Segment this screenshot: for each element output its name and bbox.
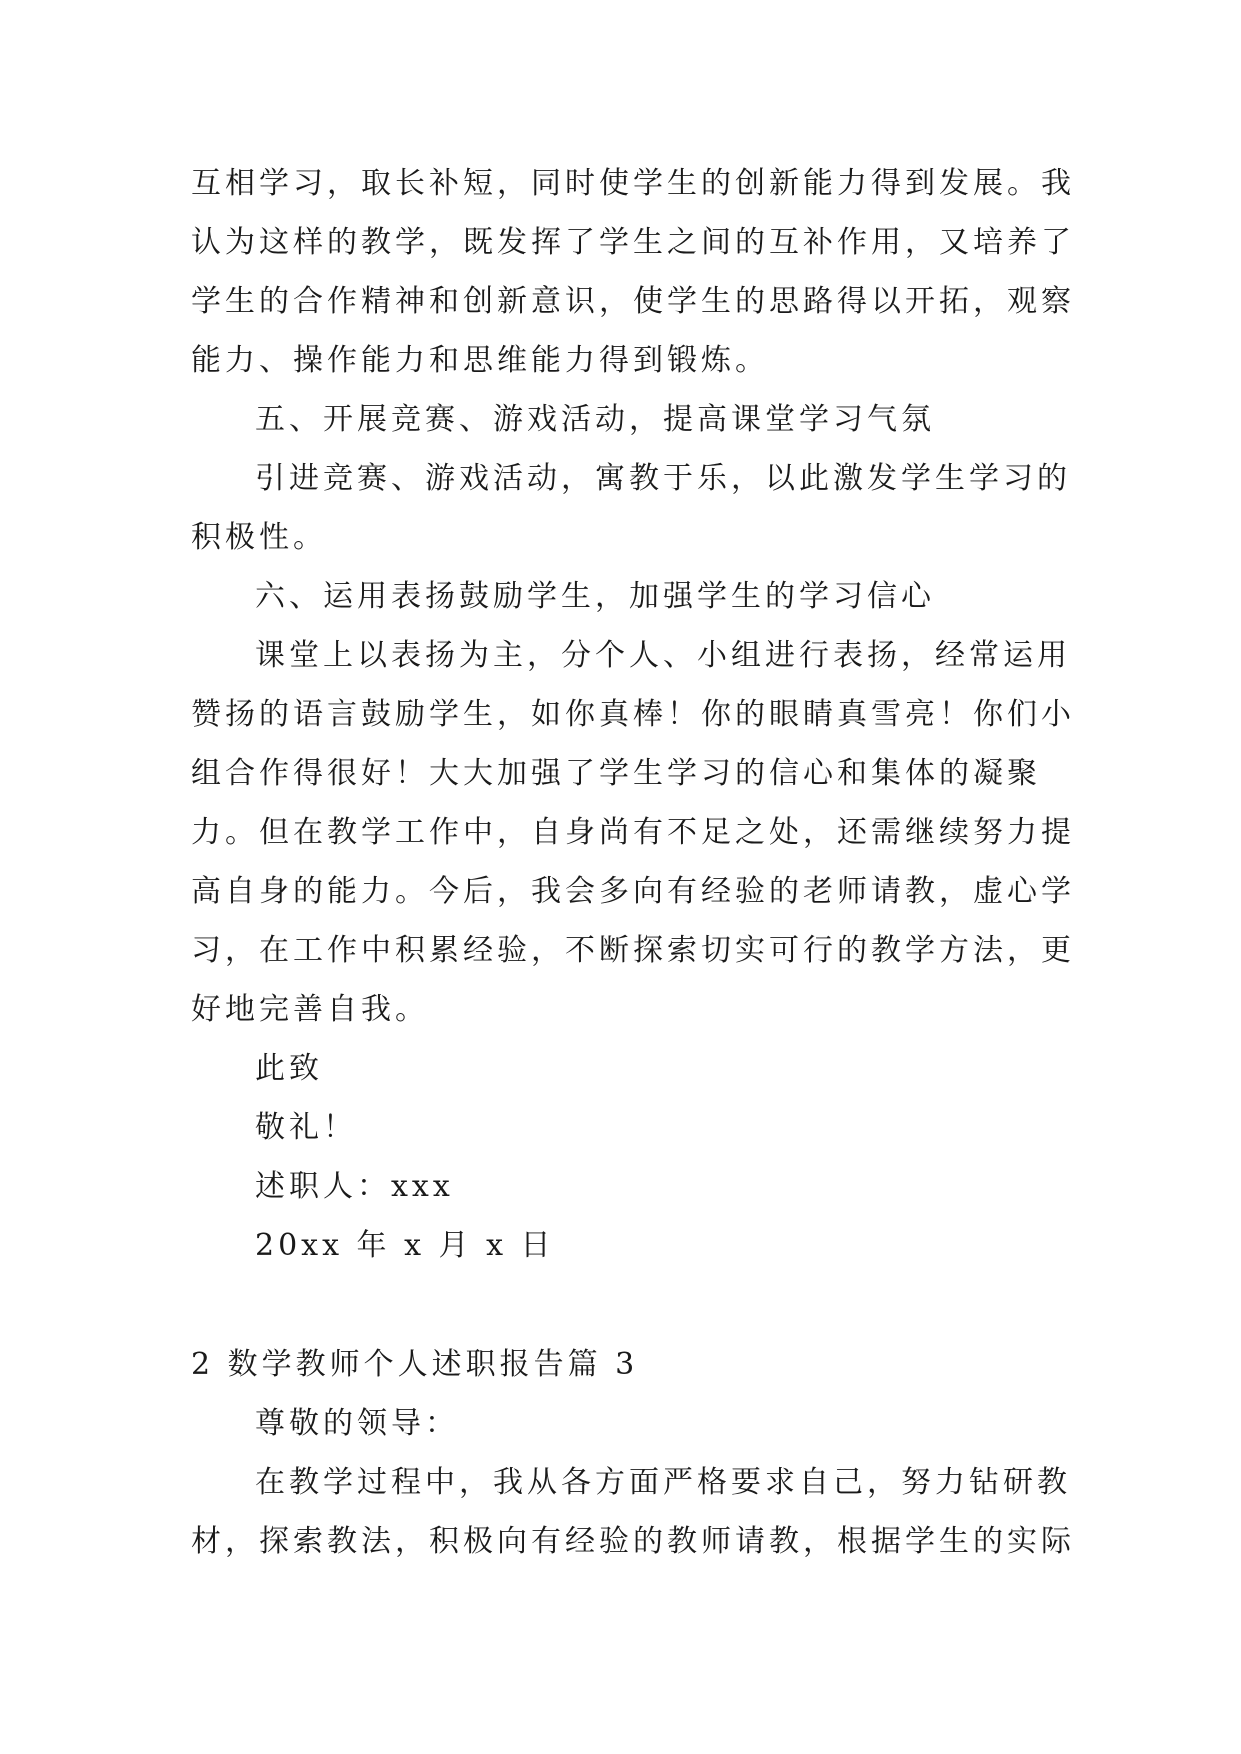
text-line: 好地完善自我。	[191, 992, 429, 1027]
text-line: 习，在工作中积累经验，不断探索切实可行的教学方法，更	[191, 933, 1075, 968]
document-body	[191, 154, 1075, 1571]
text-line: 组合作得很好！大大加强了学生学习的信心和集体的凝聚	[191, 756, 1041, 791]
text-line: 引进竞赛、游戏活动，寓教于乐，以此激发学生学习的	[255, 461, 1071, 496]
paragraph-continued	[191, 154, 1075, 390]
text-line: 认为这样的教学，既发挥了学生之间的互补作用，又培养了	[191, 225, 1075, 260]
text-line: 互相学习，取长补短，同时使学生的创新能力得到发展。我	[191, 166, 1075, 201]
paragraph-praise	[191, 626, 1075, 1039]
text-line: 材，探索教法，积极向有经验的教师请教，根据学生的实际	[191, 1524, 1075, 1559]
closing-regards: 敬礼！	[255, 1110, 357, 1145]
closing-salutation: 此致	[255, 1051, 323, 1086]
section-title: 2 数学教师个人述职报告篇 3	[191, 1347, 639, 1382]
paragraph-competition	[191, 449, 1071, 567]
text-line: 力。但在教学工作中，自身尚有不足之处，还需继续努力提	[191, 815, 1075, 850]
greeting-line: 尊敬的领导：	[255, 1406, 459, 1441]
date-line: 20xx 年 x 月 x 日	[255, 1228, 555, 1263]
text-line: 在教学过程中，我从各方面严格要求自己，努力钻研教	[255, 1465, 1071, 1500]
text-line: 积极性。	[191, 520, 327, 555]
text-line: 能力、操作能力和思维能力得到锻炼。	[191, 343, 769, 378]
text-line: 高自身的能力。今后，我会多向有经验的老师请教，虚心学	[191, 874, 1075, 909]
text-line: 赞扬的语言鼓励学生，如你真棒！你的眼睛真雪亮！你们小	[191, 697, 1075, 732]
section-heading-5: 五、开展竞赛、游戏活动，提高课堂学习气氛	[255, 402, 935, 437]
paragraph-next-report	[191, 1453, 1075, 1571]
text-line: 学生的合作精神和创新意识，使学生的思路得以开拓，观察	[191, 284, 1075, 319]
section-heading-6: 六、运用表扬鼓励学生，加强学生的学习信心	[255, 579, 935, 614]
section-spacer	[191, 1275, 1051, 1335]
signature-line: 述职人：xxx	[255, 1169, 454, 1204]
text-line: 课堂上以表扬为主，分个人、小组进行表扬，经常运用	[255, 638, 1071, 673]
